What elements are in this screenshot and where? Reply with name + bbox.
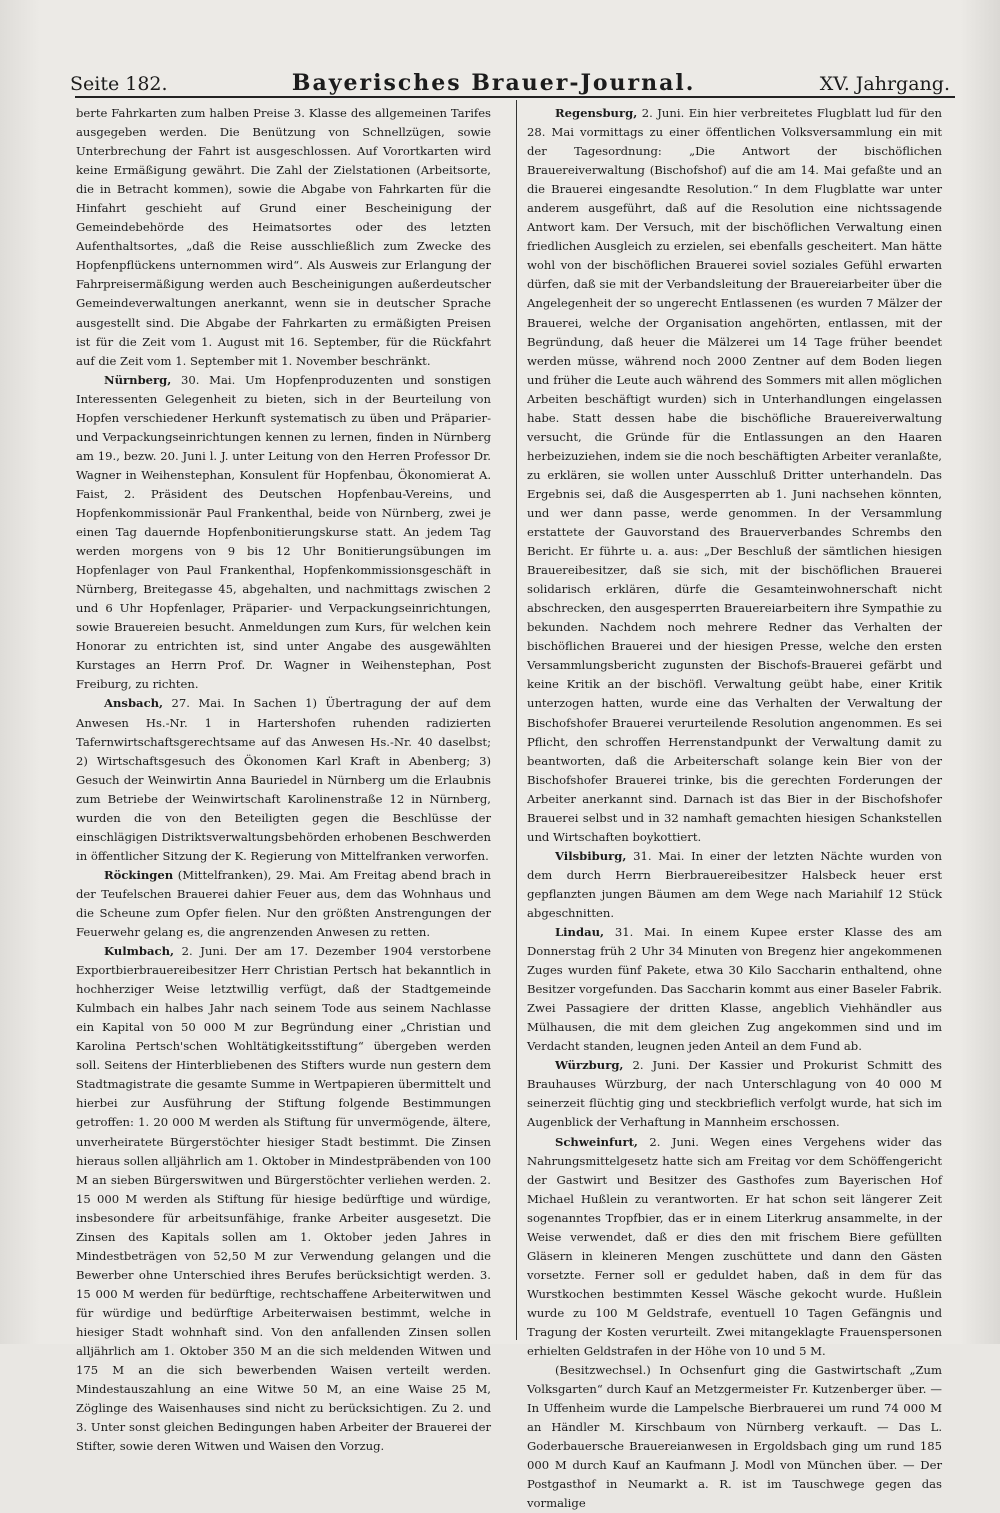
article-text: 2. Juni. Wegen eines Vergehens wider das Nahrungsmittelgesetz hatte sich am Freitag vor dem Schöffengericht der Gastwirt und Besitzer des Gasthofes zum Bayerischen Hof Michael Hußlein zu verantworten. Er hat schon seit längerer Zeit sogenanntes Tropfbier, das er in einem Literkrug ansammelte, in der Weise verwendet, daß er dies den mit frischem Biere gefüllten Gläsern in kleineren Mengen zuschüttete und dann den Gästen vorsetzte. Ferner soll er geduldet haben, daß in dem für das Wurstkochen bestimmten Kessel Wäsche gekocht wurde. Hußlein wurde zu 100 M Geldstrafe, eventuell 10 Tagen Gefängnis und Tragung der Kosten verurteilt. Zwei mitangeklagte Frauenspersonen erhielten Geldstrafen in der Höhe von 10 und 5 M. (527, 1134, 942, 1359)
article-text: berte Fahrkarten zum halben Preise 3. Klasse des allgemeinen Tarifes ausgegeben werden. Die Benützung von Schnellzügen, sowie Unterbrechung der Fahrt ist ausgeschlossen. Auf Vorortkarten wird keine Ermäßigung gewährt. Die Zahl der Zielstationen (Arbeitsorte, die in Betracht kommen), sowie die Abgabe von Fahrkarten für die Hinfahrt geschieht auf Grund einer Bescheinigung der Gemeindebehörde des Heimatsortes oder des letzten Aufenthaltsortes, „daß die Reise ausschließlich zum Zwecke des Hopfenpflückens unternommen wird“. Als Ausweis zur Erlangung der Fahrpreisermäßigung werden auch Bescheinigungen außerdeutscher Gemeindeverwaltungen anerkannt, wenn sie in deutscher Sprache ausgestellt sind. Die Abgabe der Fahrkarten zu ermäßigten Preisen ist für die Zeit vom 1. August mit 16. September, für die Rückfahrt auf die Zeit vom 1. September mit 1. November beschränkt. (76, 106, 491, 368)
dateline-place: Schweinfurt, (555, 1134, 638, 1149)
article-text: 2. Juni. Ein hier verbreitetes Flugblatt lud für den 28. Mai vormittags zu einer öffentlichen Volksversammlung ein mit der Tagesordnung: „Die Antwort der bischöflichen Brauereiverwaltung (Bischofshof) auf die am 14. Mai gefaßte und an die Brauerei eingesandte Resolution.“ In dem Flugblatte war unter anderem ausgeführt, daß auf die Resolution eine nichtssagende Antwort kam. Der Versuch, mit der bischöflichen Verwaltung einen friedlichen Ausgleich zu erzielen, sei ebenfalls gescheitert. Man hätte wohl von der bischöflichen Brauerei soviel soziales Gefühl erwarten dürfen, daß sie mit der Verbandsleitung der Brauereiarbeiter über die Angelegenheit der so ungerecht Entlassenen (es wurden 7 Mälzer der Brauerei, welche der Organisation angehörten, entlassen, mit der Begründung, daß heuer die Mälzerei um 14 Tage früher beendet werden müsse, während noch 2000 Zentner auf dem Boden liegen und früher die Leute auch während des Sommers mit allen möglichen Arbeiten beschäftigt wurden) sich in Unterhandlungen eingelassen habe. Statt dessen habe die bischöfliche Brauereiverwaltung versucht, die Gründe für die Entlassungen an den Haaren herbeizuziehen, indem sie die noch beschäftigten Arbeiter veranlaßte, zu erklären, sie wollen unter Ausschluß Dritter unterhandeln. Das Ergebnis sei, daß die Ausgesperrten ab 1. Juni nachsehen könnten, und wer dann passe, werde genommen. In der Versammlung erstattete der Gauvorstand des Brauerverbandes Schrembs den Bericht. Er führte u. a. aus: „Der Beschluß der sämtlichen hiesigen Brauereibesitzer, daß sie sich, mit der bischöflichen Brauerei solidarisch erklären, dürfe die Gesamteinwohnerschaft nicht abschrecken, den ausgesperrten Brauereiarbeitern ihre Sympathie zu bekunden. Nachdem noch mehrere Redner das Verhalten der bischöflichen Brauerei und der hiesigen Presse, welche den ersten Versammlungsbericht zugunsten der Bischofs-Brauerei gefärbt und keine Kritik an der bischöfl. Verwaltung geübt habe, einer Kritik unterzogen hatten, wurde eine das Verhalten der Verwaltung der Bischofshofer Brauerei verurteilende Resolution angenommen. Es sei Pflicht, den schroffen Herrenstandpunkt der Verwaltung damit zu beantworten, daß die Arbeiterschaft solange kein Bier von der Bischofshofer Brauerei trinke, bis die gerechten Forderungen der Arbeiter anerkannt sind. Darnach ist das Bier in der Bischofshofer Brauerei selbst und in 32 namhaft gemachten hiesigen Schankstellen und Wirtschaften boykottiert. (527, 106, 942, 844)
dateline-place: Regensburg, (555, 106, 638, 120)
volume-year: XV. Jahrgang. (819, 73, 950, 95)
article-paragraph (76, 694, 491, 865)
article-paragraph (527, 1361, 942, 1513)
dateline-place: Vilsbiburg, (555, 848, 627, 863)
article-text: (Besitzwechsel.) In Ochsenfurt ging die Gastwirtschaft „Zum Volksgarten“ durch Kauf an Metzgermeister Fr. Kutzenberger über. — In Uffenheim wurde die Lampelsche Bierbrauerei um rund 74 000 M an Händler M. Kirschbaum von Nürnberg verkauft. — Das L. Goderbauersche Brauereianwesen in Ergoldsbach ging um rund 185 000 M durch Kauf an Kaufmann J. Modl von München über. — Der Postgasthof in Neumarkt a. R. ist im Tauschwege gegen das vormalige (527, 1363, 942, 1511)
article-text: 31. Mai. In einer der letzten Nächte wurden von dem durch Herrn Bierbrauereibesitzer Halsbeck heuer erst gepflanzten jungen Bäumen am dem Wege nach Mariahilf 12 Stück abgeschnitten. (527, 848, 942, 920)
article-paragraph (527, 1056, 942, 1132)
right-column (527, 104, 942, 1511)
journal-title: Bayerisches Brauer-Journal. (291, 70, 696, 96)
article-paragraph (76, 371, 491, 695)
article-text: 31. Mai. In einem Kupee erster Klasse des am Donnerstag früh 2 Uhr 34 Minuten von Bregenz hier angekommenen Zuges wurden fünf Pakete, etwa 30 Kilo Saccharin enthaltend, ohne Besitzer vorgefunden. Das Saccharin kommt aus einer Baseler Fabrik. Zwei Passagiere der dritten Klasse, angeblich Viehhändler aus Mülhausen, die mit dem gleichen Zug angekommen sind und im Verdacht standen, leugnen jeden Anteil an dem Fund ab. (527, 925, 942, 1054)
article-paragraph (527, 104, 942, 847)
article-paragraph (527, 847, 942, 923)
article-paragraph (76, 866, 491, 942)
article-text: 30. Mai. Um Hopfenproduzenten und sonstigen Interessenten Gelegenheit zu bieten, sich in der Beurteilung von Hopfen verschiedener Herkunft systematisch zu üben und Präparier- und Verpackungseinrichtungen kennen zu lernen, finden in Nürnberg am 19., bezw. 20. Juni l. J. unter Leitung von den Herren Professor Dr. Wagner in Weihenstephan, Konsulent für Hopfenbau, Ökonomierat A. Faist, 2. Präsident des Deutschen Hopfenbau-Vereins, und Hopfenkommissionär Paul Frankenthal, beide von Nürnberg, zwei je einen Tag dauernde Hopfenbonitierungskurse statt. An jedem Tag werden morgens von 9 bis 12 Uhr Bonitierungsübungen im Hopfenlager von Paul Frankenthal, Hopfenkommissionsgeschäft in Nürnberg, Breitegasse 45, abgehalten, und nachmittags zwischen 2 und 6 Uhr Hopfenlager, Präparier- und Verpackungseinrichtungen, sowie Brauereien besucht. Anmeldungen zum Kurs, für welchen kein Honorar zu entrichten ist, sind unter Angabe des ausgewählten Kurstages an Herrn Prof. Dr. Wagner in Weihenstephan, Post Freiburg, zu richten. (76, 372, 491, 692)
dateline-place: Lindau, (555, 925, 605, 940)
left-column (76, 104, 491, 1454)
page-number: Seite 182. (70, 73, 168, 95)
dateline-place: Kulmbach, (104, 944, 175, 959)
dateline-place: Nürnberg, (104, 372, 172, 387)
column-divider (516, 100, 517, 1340)
article-paragraph (527, 1133, 942, 1362)
article-text: 2. Juni. Der Kassier und Prokurist Schmitt des Brauhauses Würzburg, der nach Unterschlagung von 40 000 M seinerzeit flüchtig ging und steckbrieflich verfolgt wurde, hat sich im Augenblick der Verhaftung in Mannheim erschossen. (527, 1058, 942, 1130)
dateline-place: Würzburg, (555, 1058, 624, 1073)
article-paragraph (76, 942, 491, 1456)
article-paragraph (76, 104, 491, 371)
article-paragraph (527, 923, 942, 1056)
header-rule (75, 96, 955, 98)
article-text: (Mittelfranken), 29. Mai. Am Freitag abend brach in der Teufelschen Brauerei dahier Feuer aus, dem das Wohnhaus und die Scheune zum Opfer fielen. Nur den größten Anstrengungen der Feuerwehr gelang es, die angrenzenden Anwesen zu retten. (76, 867, 491, 940)
dateline-place: Röckingen (104, 867, 174, 882)
article-text: 27. Mai. In Sachen 1) Übertragung der auf dem Anwesen Hs.-Nr. 1 in Hartershofen ruhenden radizierten Tafernwirtschaftsgerechtsame auf das Anwesen Hs.-Nr. 40 daselbst; 2) Wirtschaftsgesuch des Ökonomen Karl Kraft in Abenberg; 3) Gesuch der Weinwirtin Anna Bauriedel in Nürnberg um die Erlaubnis zum Betriebe der Weinwirtschaft Karolinenstraße 12 in Nürnberg, wurden die von den Beteiligten gegen die Beschlüsse der einschlägigen Distriktsverwaltungsbehörden erhobenen Beschwerden in öffentlicher Sitzung der K. Regierung von Mittelfranken verworfen. (76, 696, 491, 863)
dateline-place: Ansbach, (104, 696, 164, 711)
article-text: 2. Juni. Der am 17. Dezember 1904 verstorbene Exportbierbrauereibesitzer Herr Christian Pertsch hat bekanntlich in hochherziger Weise letztwillig verfügt, daß der Stadtgemeinde Kulmbach ein halbes Jahr nach seinem Tode aus seinem Nachlasse ein Kapital von 50 000 M zur Begründung einer „Christian und Karolina Pertsch'schen Wohltätigkeitsstiftung“ übergeben werden soll. Seitens der Hinterbliebenen des Stifters wurde nun gestern dem Stadtmagistrate die gesamte Summe in Wertpapieren übermittelt und hierbei zur Ausführung der Stiftung folgende Bestimmungen getroffen: 1. 20 000 M werden als Stiftung für unvermögende, ältere, unverheiratete Bürgerstöchter hiesiger Stadt bestimmt. Die Zinsen hieraus sollen alljährlich am 1. Oktober in Mindestpräbenden von 100 M an sieben Bürgerswitwen und Bürgerstöchter verliehen werden. 2. 15 000 M werden als Stiftung für hiesige bedürftige und würdige, insbesondere für arbeitsunfähige, franke Arbeiter ausgesetzt. Die Zinsen des Kapitals sollen am 1. Oktober jeden Jahres in Mindestbeträgen von 52,50 M zur Verwendung gelangen und die Bewerber ohne Unterschied ihres Berufes berücksichtigt werden. 3. 15 000 M werden für bedürftige, rechtschaffene Arbeiterwitwen und für würdige und bedürftige Arbeiterwaisen bestimmt, welche in hiesiger Stadt wohnhaft sind. Von den anfallenden Zinsen sollen alljährlich am 1. Oktober 350 M an die sich meldenden Witwen und 175 M an die sich bewerbenden Waisen verteilt werden. Mindestauszahlung an eine Witwe 50 M, an eine Waise 25 M, Zöglinge des Waisenhauses sind nicht zu berücksichtigen. Zu 2. und 3. Unter sonst gleichen Bedingungen haben Arbeiter der Brauerei der Stifter, sowie deren Witwen und Waisen den Vorzug. (76, 944, 491, 1454)
